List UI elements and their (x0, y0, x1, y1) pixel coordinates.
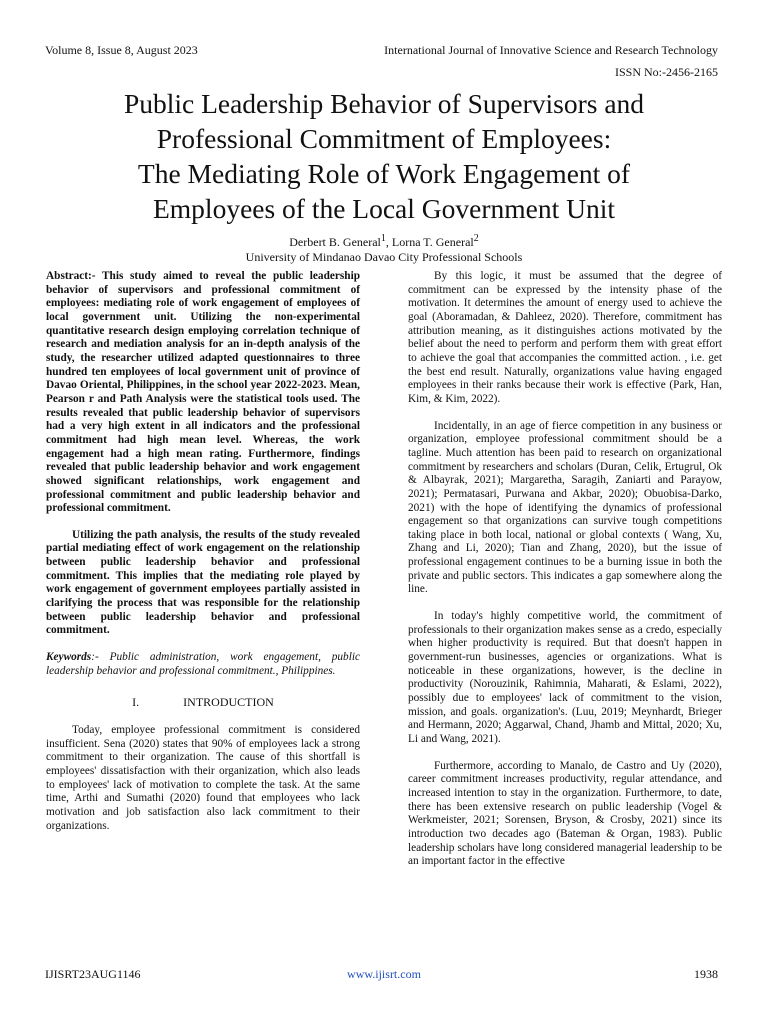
keywords (46, 651, 360, 678)
body-paragraph: Incidentally, in an age of fierce competition in any business or organization, employee professional commitment should be a tagline. Much attention has been paid to research on organizational commitment by researchers and scholars (Duran, Celik, Ertugrul, Ok & Albayrak, 2021); Margaretha, Saragih, Zaniarti and Parayow, 2021); Permatasari, Purwana and Akbar, 2020); Obuobisa-Darko, 2021) with the hope of identifying the dynamics of professional engagement so that organizations can survive tough competitions taking place in both local, national or global contexts ( Wang, Xu, Zhang and Li, 2020); Tian and Zhang, 2020), but the issue of professional engagement continues to be a burning issue in both the private and public sectors. This indicates a gap somewhere along the line. (408, 419, 722, 596)
title-line: Public Leadership Behavior of Supervisors and (123, 88, 645, 119)
title-line: The Mediating Role of Work Engagement of (137, 158, 631, 189)
running-header-journal: International Journal of Innovative Science and Research Technology (384, 43, 718, 57)
body-paragraph: Today, employee professional commitment is considered insufficient. Sena (2020) states that 90% of employees lack a strong commitment to their organization. The cause of this shortfall is employees' dissatisfaction with their organization, which also leads to employees' lack of motivation to complete the task. At the same time, Arthi and Sumathi (2020) found that employees who lack motivation and job satisfaction also lack commitment to their organizations. (46, 724, 360, 832)
paper-title (40, 86, 728, 226)
title-line: Employees of the Local Government Unit (152, 193, 616, 224)
author-block (40, 231, 728, 265)
running-header-issn: ISSN No:-2456-2165 (614, 65, 718, 79)
section-heading (46, 696, 360, 710)
section-title: INTRODUCTION (183, 695, 274, 710)
right-column (408, 270, 722, 882)
affiliation-marker: 2 (473, 233, 479, 244)
footer-page-number: 1938 (694, 967, 718, 981)
body-paragraph: In today's highly competitive world, the commitment of professionals to their organization makes sense as a credo, especially when higher productivity is required. But that doesn't happen in government-run businesses, agencies or organizations. What is noticeable in these organizations, however, is the decline in productivity (Norouzinik, Rahimnia, Maharati, & Eslami, 2022), possibly due to employees' lack of commitment to the vision, mission, and goals. organization's. (Luu, 2019; Meynhardt, Brieger and Hermann, 2020; Aggarwal, Chand, Jhamb and Mittal, 2020; Xu, Li and Wang, 2021). (408, 610, 722, 745)
body-paragraph: Furthermore, according to Manalo, de Castro and Uy (2020), career commitment increases productivity, regular attendance, and increased intention to stay in the organization. Furthermore, to date, there has been extensive research on public leadership (Vogel & Werkmeister, 2021; Sorensen, Bryson, & Crosby, 2021) since its introduction two decades ago (Bateman & Organ, 1983). Public leadership scholars have long considered managerial leadership to be an important factor in the effective (408, 759, 722, 868)
left-column (46, 270, 360, 846)
abstract-paragraph: Abstract:- This study aimed to reveal the public leadership behavior of supervisors and professional commitment of employees: mediating role of work engagement of employees of local government unit. Utilizing the non-experimental quantitative research design employing correlation technique of research and mediation analysis for an in-depth analysis of the study, the researcher utilized adapted questionnaires to three hundred ten employees of local government unit of province of Davao Oriental, Philippines, in the school year 2022-2023. Mean, Pearson r and Path Analysis were the statistical tools used. The results revealed that public leadership behavior of supervisors had a very high extent in all indicators and the professional commitment had high mean level. Whereas, the work engagement had a high mean rating. Furthermore, findings revealed that public leadership behavior and work engagement showed significant relationships, work engagement and professional commitment and public leadership behavior and professional commitment. (46, 270, 360, 515)
author-affiliation: University of Mindanao Davao City Professional Schools (245, 250, 523, 264)
abstract-paragraph: Utilizing the path analysis, the results of the study revealed partial mediating effect of work engagement on the relationship between public leadership behavior and professional commitment. This implies that the mediating role played by work engagement of government employees partially assisted in clarifying the process that was responsible for the relationship between public leadership behavior and professional commitment. (46, 528, 360, 637)
footer-paper-id: IJISRT23AUG1146 (45, 967, 141, 981)
body-paragraph: By this logic, it must be assumed that the degree of commitment can be expressed by the intensity phase of the motivation. It determines the amount of energy used to achieve the goal (Aboramadan, & Dahleez, 2020). Therefore, commitment has attribution meaning, as it distinguishes actions motivated by the belief about the need to perform and perform them with great effort to achieve the goal that accompanies the committed action. , i.e. get the best end result. Naturally, organizations value having engaged employees in their ranks because their work is effective (Park, Han, Kim, & Kim, 2022). (408, 270, 722, 405)
author-separator: , (385, 235, 392, 249)
keywords-text: :- Public administration, work engagement, public leadership behavior and professional commitment., Philippines. (46, 651, 360, 677)
author-name: Derbert B. General (289, 235, 381, 249)
footer-website-link[interactable]: www.ijisrt.com (347, 967, 421, 981)
author-names (40, 231, 728, 250)
title-line: Professional Commitment of Employees: (156, 123, 612, 154)
section-number: I. (132, 695, 140, 710)
affiliation-marker: 1 (380, 233, 386, 244)
keywords-label: Keywords (46, 651, 92, 664)
author-name: Lorna T. General (391, 235, 474, 249)
running-header-volume: Volume 8, Issue 8, August 2023 (45, 43, 198, 57)
